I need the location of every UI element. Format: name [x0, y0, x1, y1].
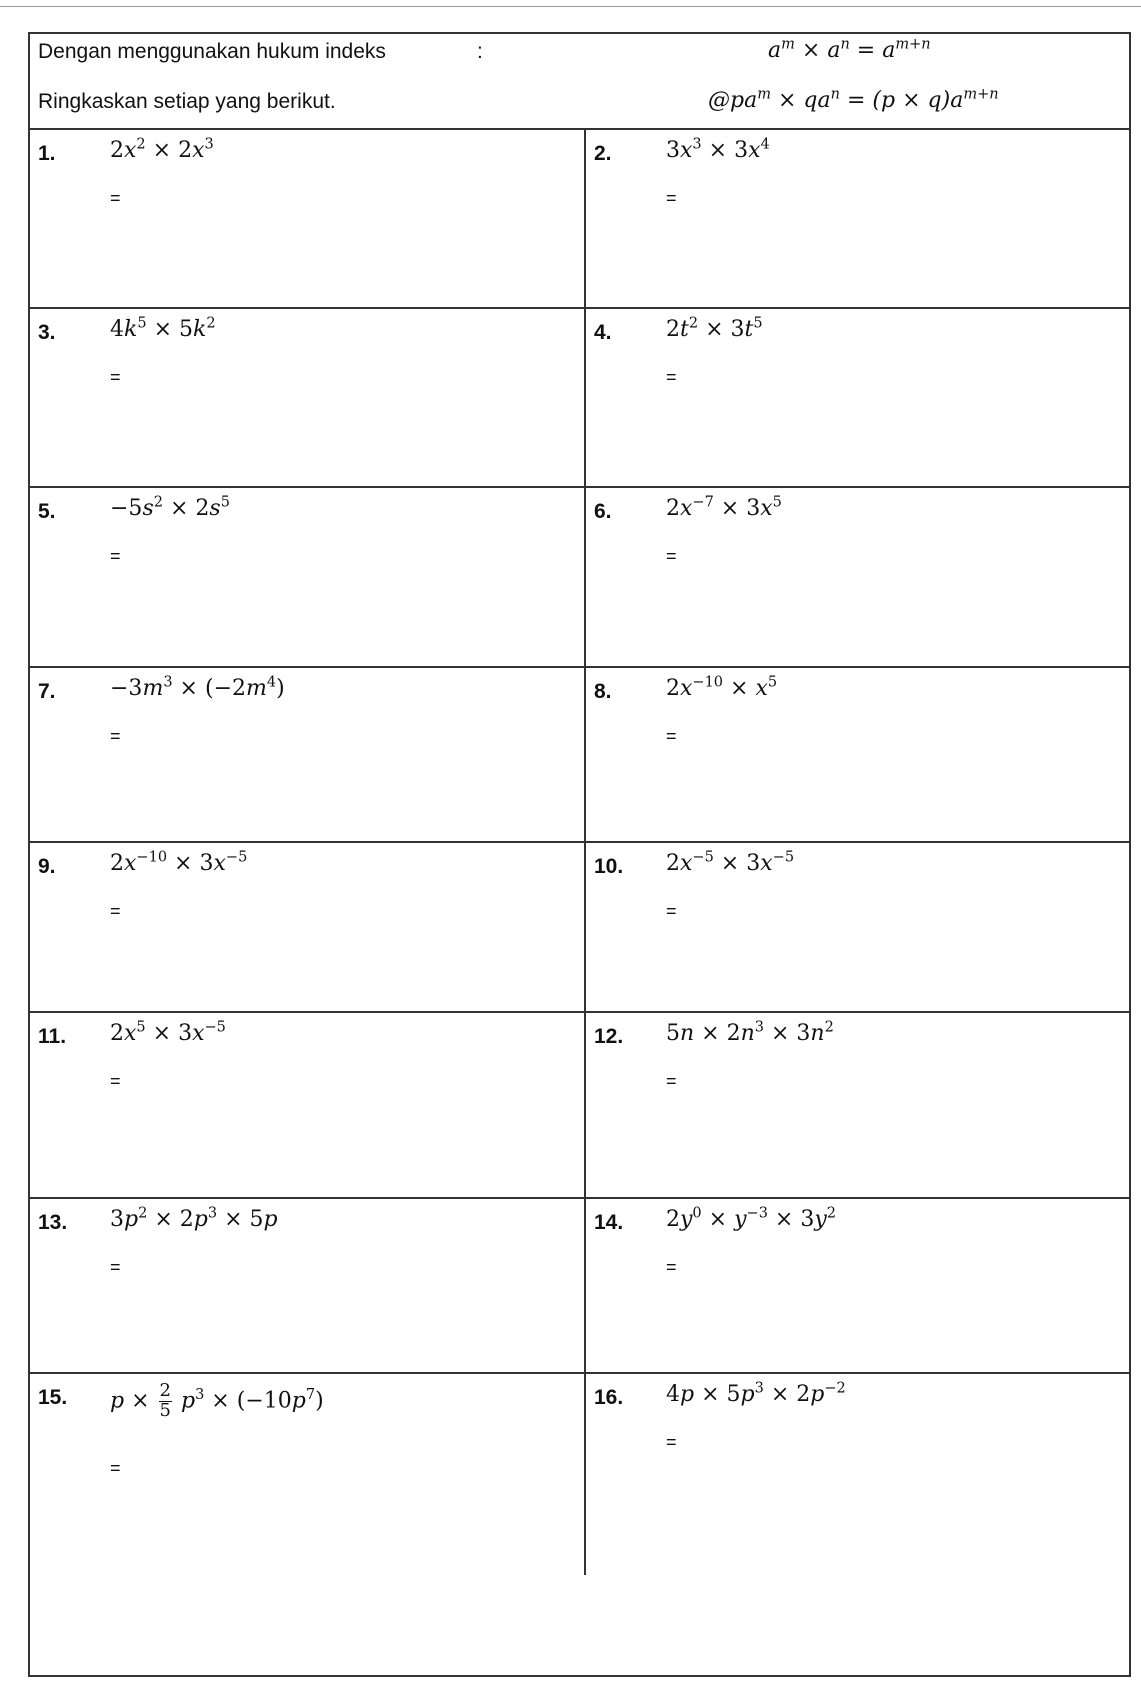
answer-equals: = — [665, 901, 677, 921]
question-cell — [30, 1374, 586, 1575]
question-cell — [30, 668, 586, 841]
question-expression: p × $\frac{2}{5}$ $p^3 \times (-10p^7)$ — [110, 1380, 324, 1421]
question-number: 5. — [38, 500, 56, 523]
answer-equals: = — [110, 367, 121, 387]
question-row — [30, 488, 1129, 668]
question-expression: $2x^{-10} \times 3x^{-5}$ — [110, 849, 248, 876]
question-cell — [586, 843, 1129, 1011]
instruction-line-2: Ringkaskan setiap yang berikut. — [38, 90, 336, 113]
question-row — [30, 130, 1129, 309]
question-number: 16. — [593, 1386, 624, 1409]
question-expression: $5n \times 2n^3 \times 3n^2$ — [665, 1019, 834, 1046]
question-number: 3. — [38, 321, 56, 344]
question-expression: $-3m^3 \times (-2m^4)$ — [110, 674, 285, 701]
question-number: 8. — [593, 680, 612, 703]
question-cell — [586, 1199, 1129, 1372]
question-row — [30, 843, 1129, 1013]
answer-equals: = — [665, 1257, 677, 1277]
question-cell — [586, 668, 1129, 841]
question-row — [30, 1013, 1129, 1199]
question-expression: $2x^5 \times 3x^{-5}$ — [110, 1019, 226, 1046]
worksheet — [28, 32, 1131, 1677]
answer-equals: = — [110, 901, 121, 921]
question-grid — [30, 130, 1129, 1575]
question-expression: $2x^{-5} \times 3x^{-5}$ — [665, 849, 795, 876]
question-cell — [30, 1199, 586, 1372]
question-number: 6. — [593, 500, 612, 523]
answer-equals: = — [110, 1071, 121, 1091]
question-number: 4. — [593, 321, 612, 344]
question-expression: $2y^0 \times y^{-3} \times 3y^2$ — [665, 1205, 837, 1232]
question-expression: $2x^2 \times 2x^3$ — [110, 136, 214, 163]
answer-equals: = — [665, 188, 677, 208]
question-cell — [586, 1013, 1129, 1197]
question-expression: $2x^{-10} \times x^5$ — [665, 674, 778, 701]
question-cell — [586, 488, 1129, 666]
question-row — [30, 1374, 1129, 1575]
answer-equals: = — [110, 1458, 121, 1478]
question-cell — [586, 1374, 1129, 1575]
question-expression: $3p^2 \times 2p^3 \times 5p$ — [110, 1205, 278, 1232]
question-cell — [586, 309, 1129, 486]
question-number: 9. — [38, 855, 56, 878]
answer-equals: = — [665, 367, 677, 387]
question-cell — [30, 309, 586, 486]
question-number: 12. — [593, 1025, 624, 1048]
question-number: 14. — [593, 1211, 624, 1234]
instruction-colon: : — [477, 40, 483, 63]
answer-equals: = — [665, 546, 677, 566]
answer-equals: = — [665, 1432, 677, 1452]
question-cell — [30, 843, 586, 1011]
index-law-2: $@pa^m \times qa^n = (p \times q)a^{m+n}$ — [708, 86, 999, 113]
answer-equals: = — [665, 1071, 677, 1091]
top-rule — [0, 6, 1141, 7]
instruction-line-1: Dengan menggunakan hukum indeks — [38, 40, 386, 63]
question-number: 15. — [38, 1386, 68, 1409]
question-row — [30, 668, 1129, 843]
worksheet-header — [30, 34, 1129, 130]
question-expression: $3x^3 \times 3x^4$ — [665, 136, 770, 163]
question-expression: $-5s^2 \times 2s^5$ — [110, 494, 230, 521]
question-cell — [586, 130, 1129, 307]
index-law-1: $a^m \times a^n = a^{m+n}$ — [768, 36, 931, 63]
question-expression: $4p \times 5p^3 \times 2p^{-2}$ — [665, 1380, 846, 1407]
question-number: 7. — [38, 680, 56, 703]
question-cell — [30, 1013, 586, 1197]
question-number: 11. — [38, 1025, 67, 1048]
question-expression: $2t^2 \times 3t^5$ — [665, 315, 763, 342]
answer-equals: = — [110, 546, 121, 566]
answer-equals: = — [110, 188, 121, 208]
question-cell — [30, 488, 586, 666]
answer-equals: = — [110, 1257, 121, 1277]
question-number: 1. — [38, 142, 56, 165]
question-number: 2. — [593, 142, 612, 165]
question-row — [30, 1199, 1129, 1374]
question-number: 13. — [38, 1211, 68, 1234]
question-number: 10. — [593, 855, 624, 878]
answer-equals: = — [665, 726, 677, 746]
question-row — [30, 309, 1129, 488]
question-cell — [30, 130, 586, 307]
question-expression: $4k^5 \times 5k^2$ — [110, 315, 216, 342]
question-expression: $2x^{-7} \times 3x^5$ — [665, 494, 782, 521]
answer-equals: = — [110, 726, 121, 746]
